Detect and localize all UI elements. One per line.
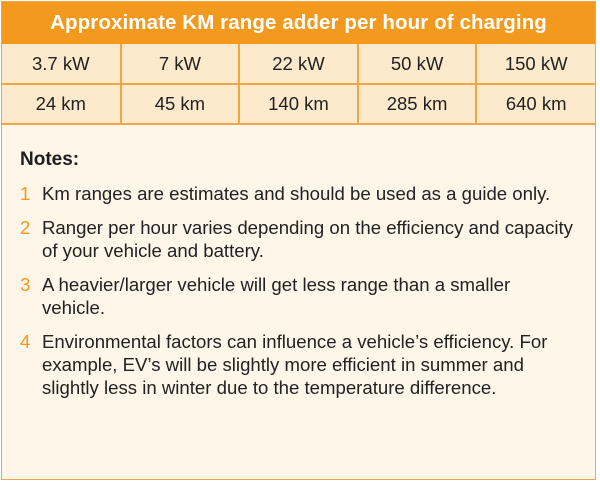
- notes-heading: Notes:: [20, 149, 80, 170]
- notes-section: [2, 125, 595, 399]
- range-cell: 24 km: [2, 84, 121, 124]
- charging-range-card: [1, 1, 596, 480]
- note-item: [20, 216, 577, 262]
- range-cell: 285 km: [358, 84, 477, 124]
- range-cell: 140 km: [239, 84, 358, 124]
- note-text: A heavier/larger vehicle will get less range than a smaller vehicle.: [42, 274, 511, 318]
- note-number: 4: [20, 331, 31, 352]
- note-number: 2: [20, 217, 31, 238]
- range-table: [2, 44, 595, 125]
- note-text: Ranger per hour varies depending on the efficiency and capacity of your vehicle and battery.: [42, 217, 573, 261]
- power-cell: 50 kW: [358, 44, 477, 84]
- note-text: Environmental factors can influence a vehicle’s efficiency. For example, EV’s will be slightly more efficient in summer and slightly less in winter due to the temperature difference.: [42, 331, 548, 398]
- range-cell: 45 km: [121, 84, 240, 124]
- note-text: Km ranges are estimates and should be used as a guide only.: [42, 183, 551, 204]
- card-title: Approximate KM range adder per hour of charging: [2, 2, 595, 44]
- power-cell: 7 kW: [121, 44, 240, 84]
- range-cell: 640 km: [476, 84, 595, 124]
- power-cell: 22 kW: [239, 44, 358, 84]
- power-cell: 150 kW: [476, 44, 595, 84]
- note-item: [20, 273, 577, 319]
- charger-power-row: [2, 44, 595, 84]
- range-row: [2, 84, 595, 124]
- note-item: [20, 330, 577, 399]
- power-cell: 3.7 kW: [2, 44, 121, 84]
- note-number: 1: [20, 183, 31, 204]
- note-number: 3: [20, 274, 31, 295]
- note-item: [20, 182, 577, 205]
